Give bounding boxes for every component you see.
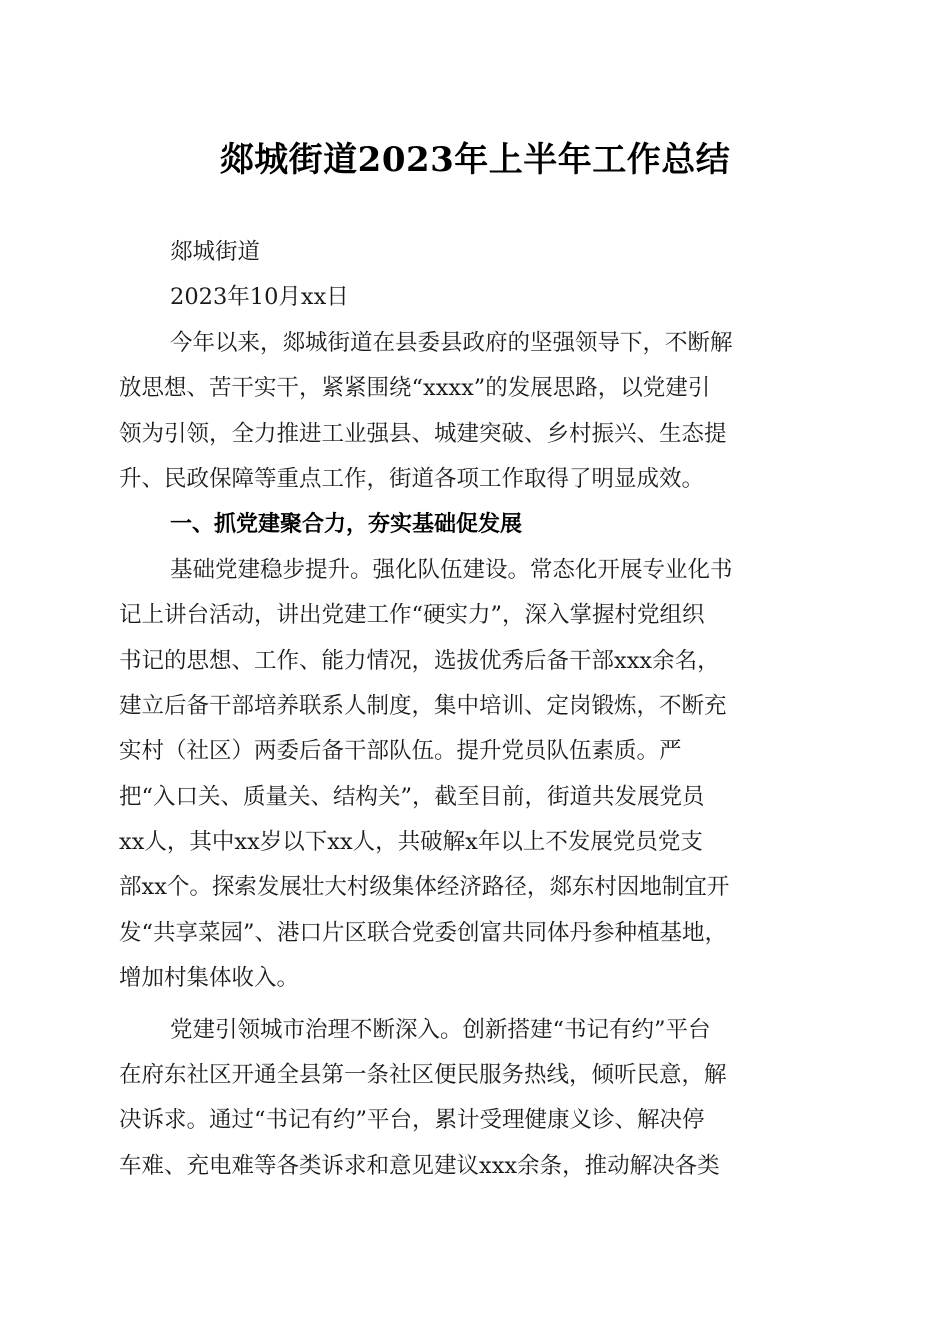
document-title: 郯城街道2023年上半年工作总结 [219,140,731,180]
paragraph-2-line: xx人，其中xx岁以下xx人，共破解x年以上不发展党员党支 [119,829,703,856]
paragraph-1-line: 今年以来，郯城街道在县委县政府的坚强领导下，不断解 [170,329,733,356]
paragraph-3-line: 车难、充电难等各类诉求和意见建议xxx余条，推动解决各类 [119,1152,720,1179]
paragraph-2-line: 发“共享菜园”、港口片区联合党委创富共同体丹参种植基地， [119,919,728,946]
date-line: 2023年10月xx日 [170,284,349,311]
paragraph-2-line: 基础党建稳步提升。强化队伍建设。常态化开展专业化书 [170,556,733,583]
paragraph-2-line: 建立后备干部培养联系人制度，集中培训、定岗锻炼，不断充 [119,692,727,719]
paragraph-1-line: 放思想、苦干实干，紧紧围绕“xxxx”的发展思路，以党建引 [119,375,711,402]
paragraph-3-line: 党建引领城市治理不断深入。创新搭建“书记有约”平台 [170,1016,711,1043]
paragraph-1-line: 升、民政保障等重点工作，街道各项工作取得了明显成效。 [119,465,705,492]
paragraph-3-line: 在府东社区开通全县第一条社区便民服务热线，倾听民意，解 [119,1062,727,1089]
paragraph-2-line: 记上讲台活动，讲出党建工作“硬实力”，深入掌握村党组织 [119,602,705,629]
paragraph-2-line: 实村（社区）两委后备干部队伍。提升党员队伍素质。严 [119,738,682,765]
paragraph-2-line: 部xx个。探索发展壮大村级集体经济路径，郯东村因地制宜开 [119,874,730,901]
author-line: 郯城街道 [170,239,261,265]
paragraph-2-line: 把“入口关、质量关、结构关”，截至目前，街道共发展党员 [119,783,705,810]
paragraph-1-line: 领为引领，全力推进工业强县、城建突破、乡村振兴、生态提 [119,420,727,447]
paragraph-3-line: 决诉求。通过“书记有约”平台，累计受理健康义诊、解决停 [119,1107,705,1134]
section-1-heading: 一、抓党建聚合力，夯实基础促发展 [170,512,523,538]
paragraph-2-line: 增加村集体收入。 [119,965,300,992]
document-body [119,230,831,1189]
paragraph-2-line: 书记的思想、工作、能力情况，选拔优秀后备干部xxx余名， [119,647,720,674]
